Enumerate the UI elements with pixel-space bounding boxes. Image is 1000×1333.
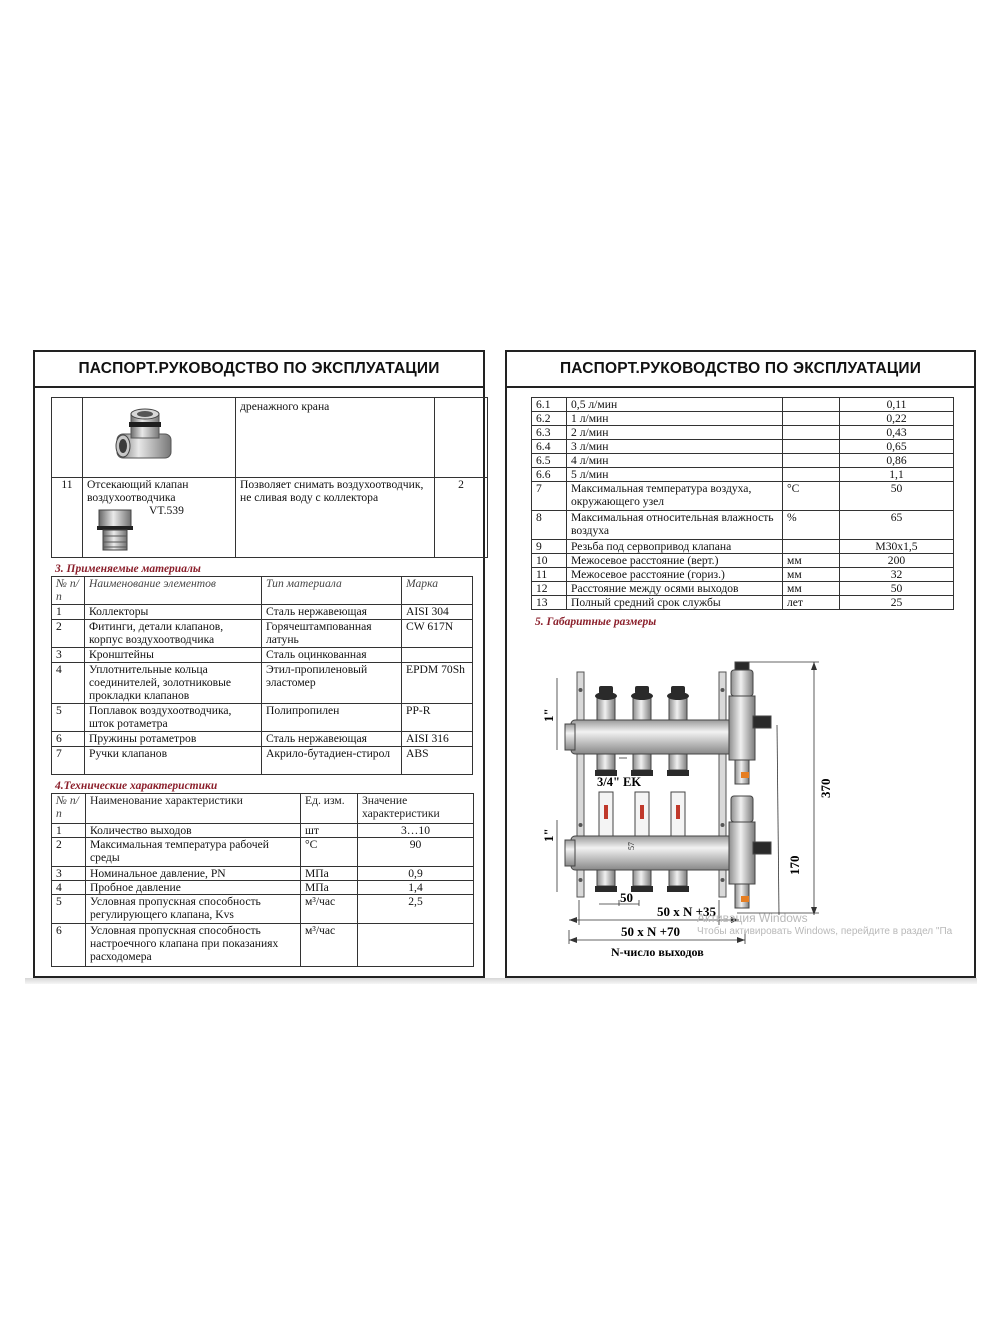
- col-header-num: № п/п: [52, 794, 86, 824]
- table-row: 6.3 2 л/мин 0,43: [532, 426, 954, 440]
- tech-table-continued: [531, 397, 954, 610]
- table-row: 6.6 5 л/мин 1,1: [532, 468, 954, 482]
- components-table: [51, 397, 488, 558]
- table-row: 9 Резьба под сервопривод клапана M30x1,5: [532, 540, 954, 554]
- col-header-name: Наименование элементов: [85, 577, 262, 605]
- component-desc: Позволяет снимать воздухоотводчик, не сливая воду с коллектора: [236, 478, 435, 558]
- table-row: 6.2 1 л/мин 0,22: [532, 412, 954, 426]
- col-header-type: Тип материала: [262, 577, 402, 605]
- windows-activation-watermark: [697, 911, 952, 939]
- component-model: VT.539: [149, 504, 184, 517]
- col-header-num: № п/п: [52, 577, 85, 605]
- left-page: [33, 350, 485, 978]
- table-row: 6.4 3 л/мин 0,65: [532, 440, 954, 454]
- table-row: [52, 478, 488, 558]
- page-title: ПАСПОРТ.РУКОВОДСТВО ПО ЭКСПЛУАТАЦИИ: [507, 352, 974, 388]
- width-n70-label: 50 x N +70: [621, 924, 681, 939]
- top-inlet-size-label: 1": [541, 708, 556, 722]
- component-qty: 2: [435, 478, 488, 558]
- table-header-row: [52, 577, 473, 605]
- table-row: 6.5 4 л/мин 0,86: [532, 454, 954, 468]
- component-name: Отсекающий клапан воздухоотводчика: [87, 478, 189, 504]
- page-title: ПАСПОРТ.РУКОВОДСТВО ПО ЭКСПЛУАТАЦИИ: [35, 352, 483, 388]
- table-row: 1 Количество выходов шт 3…10: [52, 824, 474, 838]
- table-row: 5 Поплавок воздухоотводчика, шток ротаметра Полипропилен PP-R: [52, 704, 473, 732]
- width-n35-label: 50 x N +35: [657, 904, 717, 919]
- table-row: 6 Пружины ротаметров Сталь нержавеющая AISI 316: [52, 732, 473, 747]
- materials-table: [51, 576, 473, 775]
- table-row: 7 Ручки клапанов Акрило-бутадиен-стирол ABS: [52, 747, 473, 775]
- table-row: 11 Межосевое расстояние (гориз.) мм 32: [532, 568, 954, 582]
- table-row: 4 Пробное давление МПа 1,4: [52, 881, 474, 895]
- page-shadow: [25, 978, 977, 984]
- dims-heading: 5. Габаритные размеры: [535, 616, 657, 628]
- table-row: 3 Номинальное давление, PN МПа 0,9: [52, 867, 474, 881]
- height-170-label: 170: [787, 855, 802, 875]
- table-row: 2 Максимальная температура рабочей среды °С 90: [52, 838, 474, 867]
- table-row: 7 Максимальная температура воздуха, окружающего узел °С 50: [532, 482, 954, 511]
- height-370-label: 370: [818, 778, 833, 798]
- table-row: [52, 398, 488, 478]
- table-row: 3 Кронштейны Сталь оцинкованная: [52, 648, 473, 663]
- tech-table: [51, 793, 474, 967]
- tech-heading: 4.Технические характеристики: [55, 780, 218, 792]
- component-desc: дренажного крана: [236, 398, 435, 478]
- pitch-50-label: 50: [620, 890, 633, 905]
- table-row: 12 Расстояние между осями выходов мм 50: [532, 582, 954, 596]
- connector-size-label: 3/4" EK: [597, 775, 642, 789]
- watermark-line-2: Чтобы активировать Windows, перейдите в раздел "Па: [697, 926, 953, 937]
- watermark-line-1: Активация Windows: [697, 911, 808, 925]
- table-row: 2 Фитинги, детали клапанов, корпус воздухоотводчика Горячештампованная латунь CW 617N: [52, 620, 473, 648]
- table-row: 13 Полный средний срок службы лет 25: [532, 596, 954, 610]
- table-row: 6 Условная пропускная способность настроечного клапана при показаниях расходомера м³/час: [52, 924, 474, 967]
- row-number: 11: [52, 478, 83, 558]
- product-photo-cell: [83, 398, 236, 478]
- spacing-57-label: 57: [627, 842, 636, 850]
- col-header-mark: Марка: [402, 577, 473, 605]
- right-page: [505, 350, 976, 978]
- drain-tee-fitting-image: [109, 404, 179, 466]
- table-row: 10 Межосевое расстояние (верт.) мм 200: [532, 554, 954, 568]
- table-row: 4 Уплотнительные кольца соединителей, золотниковые прокладки клапанов Этил-пропиленовый эластомер EPDM 70Sh: [52, 663, 473, 704]
- outlets-note-label: N-число выходов: [611, 945, 704, 959]
- table-row: 6.1 0,5 л/мин 0,11: [532, 398, 954, 412]
- col-header-name: Наименование характеристики: [86, 794, 301, 824]
- col-header-value: Значение характеристики: [358, 794, 474, 824]
- table-header-row: [52, 794, 474, 824]
- bottom-inlet-size-label: 1": [541, 828, 556, 842]
- component-name-cell: [83, 478, 236, 558]
- shutoff-valve-image: [93, 506, 137, 554]
- table-row: 8 Максимальная относительная влажность воздуха % 65: [532, 511, 954, 540]
- table-row: 5 Условная пропускная способность регулирующего клапана, Kvs м³/час 2,5: [52, 895, 474, 924]
- col-header-unit: Ед. изм.: [301, 794, 358, 824]
- table-row: 1 Коллекторы Сталь нержавеющая AISI 304: [52, 605, 473, 620]
- materials-heading: 3. Применяемые материалы: [55, 563, 201, 575]
